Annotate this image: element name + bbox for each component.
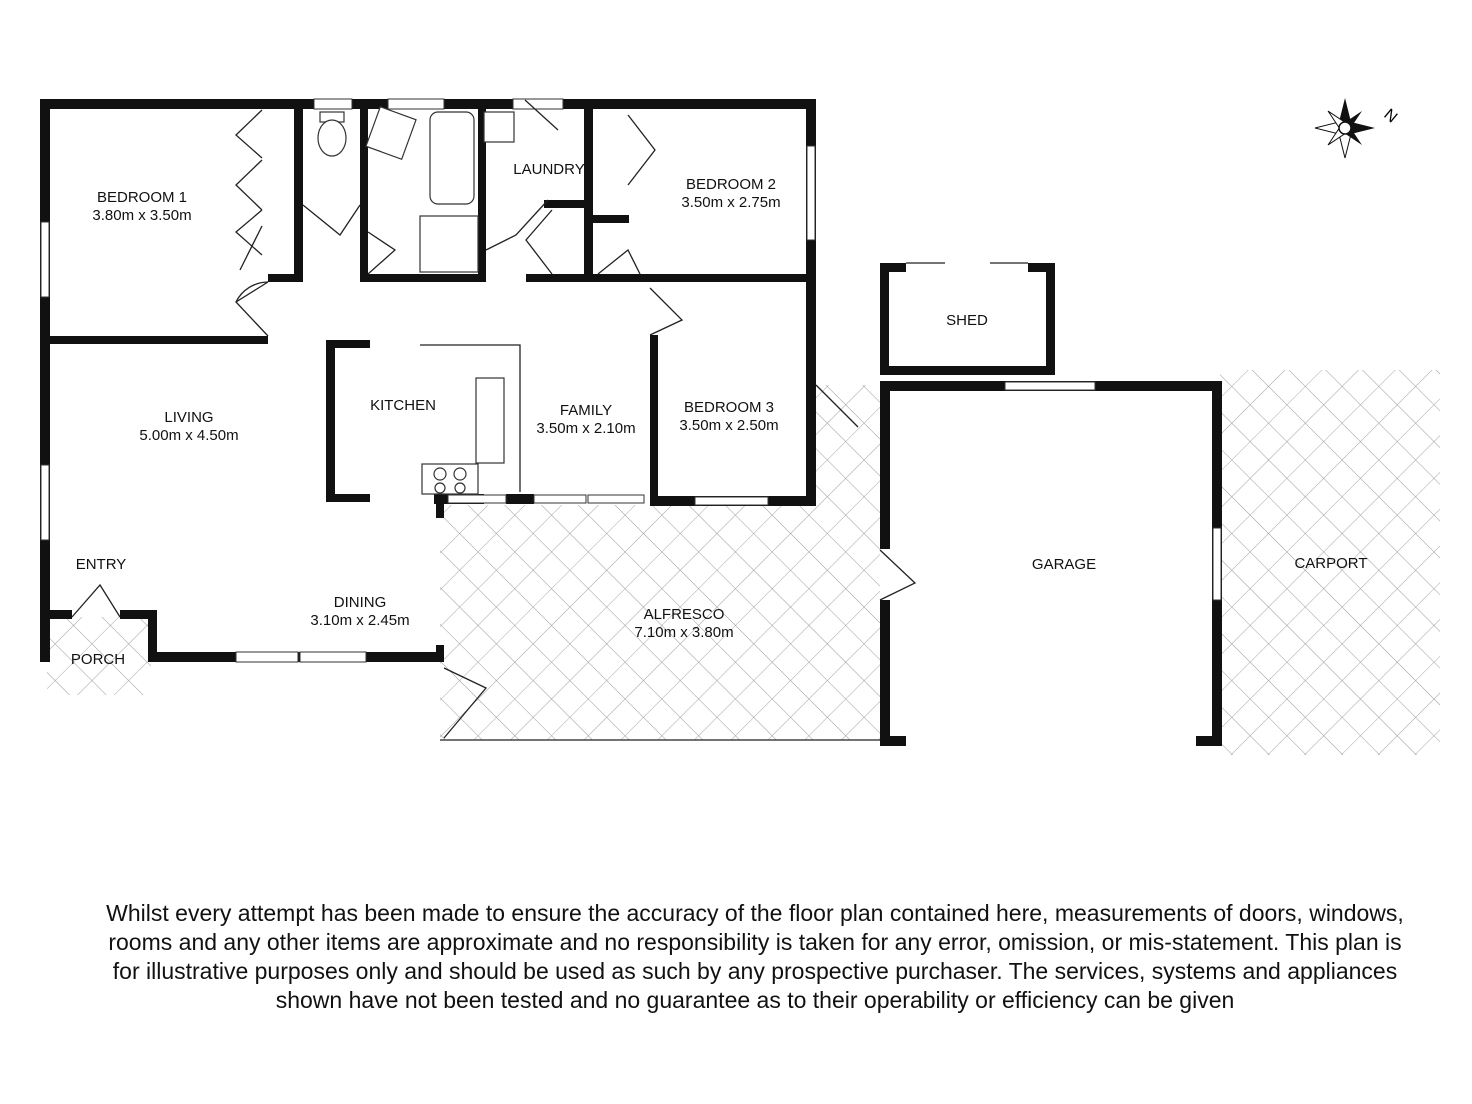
double-sink-icon: [476, 378, 504, 463]
bedroom1-name: BEDROOM 1: [96, 189, 188, 206]
living-size: 5.00m x 4.50m: [139, 427, 239, 444]
shed-name: SHED: [946, 312, 988, 329]
dining-name: DINING: [333, 594, 387, 611]
bedroom3-name: BEDROOM 3: [683, 399, 775, 416]
entry-name: ENTRY: [75, 556, 127, 573]
family-name: FAMILY: [559, 402, 613, 419]
disclaimer-text: Whilst every attempt has been made to ensure the accuracy of the floor plan contained here, measurements of doors, windows, rooms and any other items are approximate and no responsibility is taken for any error, omission, or mis-statement. This plan is for illustrative purposes only and should be used as such by any prospective purchaser. The services, systems and appliances shown have not been tested and no guarantee as to their operability or efficiency can be given: [106, 900, 1404, 1013]
dining-size: 3.10m x 2.45m: [310, 612, 410, 629]
alfresco-size: 7.10m x 3.80m: [634, 624, 734, 641]
bedroom2-name: BEDROOM 2: [685, 176, 777, 193]
bedroom3-size: 3.50m x 2.50m: [679, 417, 779, 434]
shower-icon: [420, 216, 478, 272]
laundry-tub-icon: [484, 112, 514, 142]
carport-name: CARPORT: [1294, 555, 1368, 572]
garage-name: GARAGE: [1031, 556, 1097, 573]
vanity-basin-icon: [366, 107, 416, 159]
fixtures: [318, 107, 520, 494]
compass-rose-icon: [1311, 94, 1400, 162]
laundry-name: LAUNDRY: [513, 161, 585, 178]
compass-north-label: N: [1380, 106, 1401, 127]
cooktop-icon: [422, 464, 478, 494]
kitchen-name: KITCHEN: [370, 397, 436, 414]
living-name: LIVING: [164, 409, 214, 426]
alfresco-name: ALFRESCO: [643, 606, 725, 623]
bedroom1-size: 3.80m x 3.50m: [92, 207, 192, 224]
family-size: 3.50m x 2.10m: [536, 420, 636, 437]
bedroom2-size: 3.50m x 2.75m: [681, 194, 781, 211]
porch-name: PORCH: [70, 651, 126, 668]
bathtub-icon: [430, 112, 474, 204]
